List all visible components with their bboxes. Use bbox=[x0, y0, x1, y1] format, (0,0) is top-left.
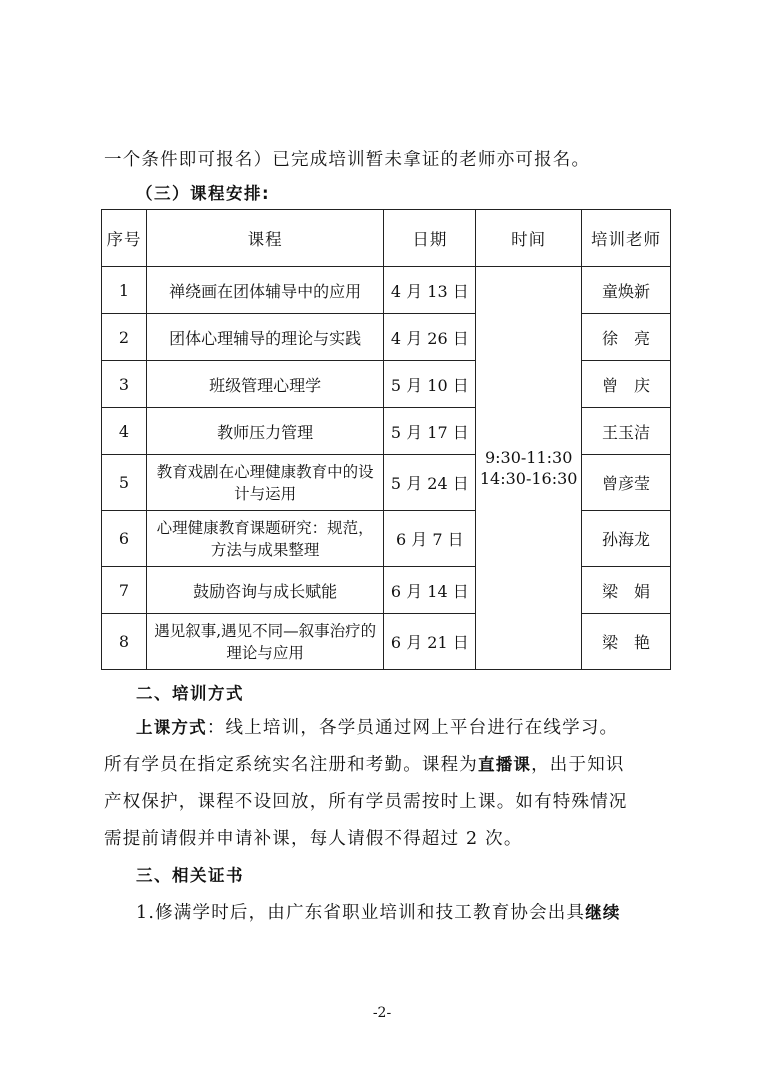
row-date: 5 月 24 日 bbox=[384, 455, 476, 511]
table-row bbox=[102, 511, 671, 567]
header-date: 日期 bbox=[384, 210, 476, 267]
table-row bbox=[102, 614, 671, 670]
row-no: 3 bbox=[102, 361, 147, 408]
table-header-row bbox=[102, 210, 671, 267]
section3-text: 1.修满学时后，由广东省职业培训和技工教育协会出具 bbox=[136, 903, 586, 923]
mode-label: 上课方式 bbox=[136, 718, 207, 737]
time-cell: 9:30-11:30 14:30-16:30 bbox=[476, 267, 582, 670]
row-teacher: 曾 庆 bbox=[582, 361, 671, 408]
table-row bbox=[102, 267, 671, 314]
row-date: 6 月 21 日 bbox=[384, 614, 476, 670]
section3-heading: 三、相关证书 bbox=[136, 866, 244, 885]
table-row bbox=[102, 455, 671, 511]
row-teacher: 梁 娟 bbox=[582, 567, 671, 614]
row-date: 6 月 7 日 bbox=[384, 511, 476, 567]
schedule-heading: （三）课程安排: bbox=[136, 184, 271, 203]
row-no: 2 bbox=[102, 314, 147, 361]
row-no: 4 bbox=[102, 408, 147, 455]
header-no: 序号 bbox=[102, 210, 147, 267]
section2-heading: 二、培训方式 bbox=[136, 684, 244, 703]
row-course: 教师压力管理 bbox=[146, 408, 383, 455]
row-no: 5 bbox=[102, 455, 147, 511]
line2-after: ，出于知识 bbox=[531, 755, 625, 775]
course-schedule-table bbox=[101, 209, 671, 670]
row-teacher: 徐 亮 bbox=[582, 314, 671, 361]
page-number: -2- bbox=[372, 1005, 392, 1021]
row-date: 6 月 14 日 bbox=[384, 567, 476, 614]
header-course: 课程 bbox=[146, 210, 383, 267]
header-teacher: 培训老师 bbox=[582, 210, 671, 267]
table-row bbox=[102, 361, 671, 408]
row-course: 鼓励咨询与成长赋能 bbox=[146, 567, 383, 614]
row-no: 7 bbox=[102, 567, 147, 614]
row-no: 8 bbox=[102, 614, 147, 670]
section2-line2 bbox=[104, 751, 684, 776]
row-course: 班级管理心理学 bbox=[146, 361, 383, 408]
row-no: 6 bbox=[102, 511, 147, 567]
line2-before: 所有学员在指定系统实名注册和考勤。课程为 bbox=[104, 755, 478, 775]
row-course: 遇见叙事,遇见不同—叙事治疗的理论与应用 bbox=[146, 614, 383, 670]
table-row bbox=[102, 314, 671, 361]
section2-line1 bbox=[136, 714, 716, 739]
row-no: 1 bbox=[102, 267, 147, 314]
continue-bold: 继续 bbox=[585, 903, 621, 922]
row-course: 教育戏剧在心理健康教育中的设计与运用 bbox=[146, 455, 383, 511]
row-teacher: 曾彦莹 bbox=[582, 455, 671, 511]
header-time: 时间 bbox=[476, 210, 582, 267]
section2-line3: 产权保护，课程不设回放，所有学员需按时上课。如有特殊情况 bbox=[104, 792, 628, 812]
table-row bbox=[102, 408, 671, 455]
section3-line1 bbox=[136, 899, 716, 924]
row-date: 4 月 13 日 bbox=[384, 267, 476, 314]
live-course-bold: 直播课 bbox=[478, 755, 532, 774]
row-teacher: 梁 艳 bbox=[582, 614, 671, 670]
table-row bbox=[102, 567, 671, 614]
mode-text: 线上培训，各学员通过网上平台进行在线学习。 bbox=[225, 718, 619, 738]
row-course: 禅绕画在团体辅导中的应用 bbox=[146, 267, 383, 314]
mode-colon: ： bbox=[206, 718, 226, 738]
row-teacher: 王玉洁 bbox=[582, 408, 671, 455]
row-course: 团体心理辅导的理论与实践 bbox=[146, 314, 383, 361]
section2-line4: 需提前请假并申请补课，每人请假不得超过 2 次。 bbox=[104, 829, 523, 849]
row-date: 5 月 17 日 bbox=[384, 408, 476, 455]
row-teacher: 童焕新 bbox=[582, 267, 671, 314]
row-date: 5 月 10 日 bbox=[384, 361, 476, 408]
row-date: 4 月 26 日 bbox=[384, 314, 476, 361]
row-teacher: 孙海龙 bbox=[582, 511, 671, 567]
row-course: 心理健康教育课题研究：规范，方法与成果整理 bbox=[146, 511, 383, 567]
intro-line: 一个条件即可报名）已完成培训暂未拿证的老师亦可报名。 bbox=[104, 150, 591, 170]
